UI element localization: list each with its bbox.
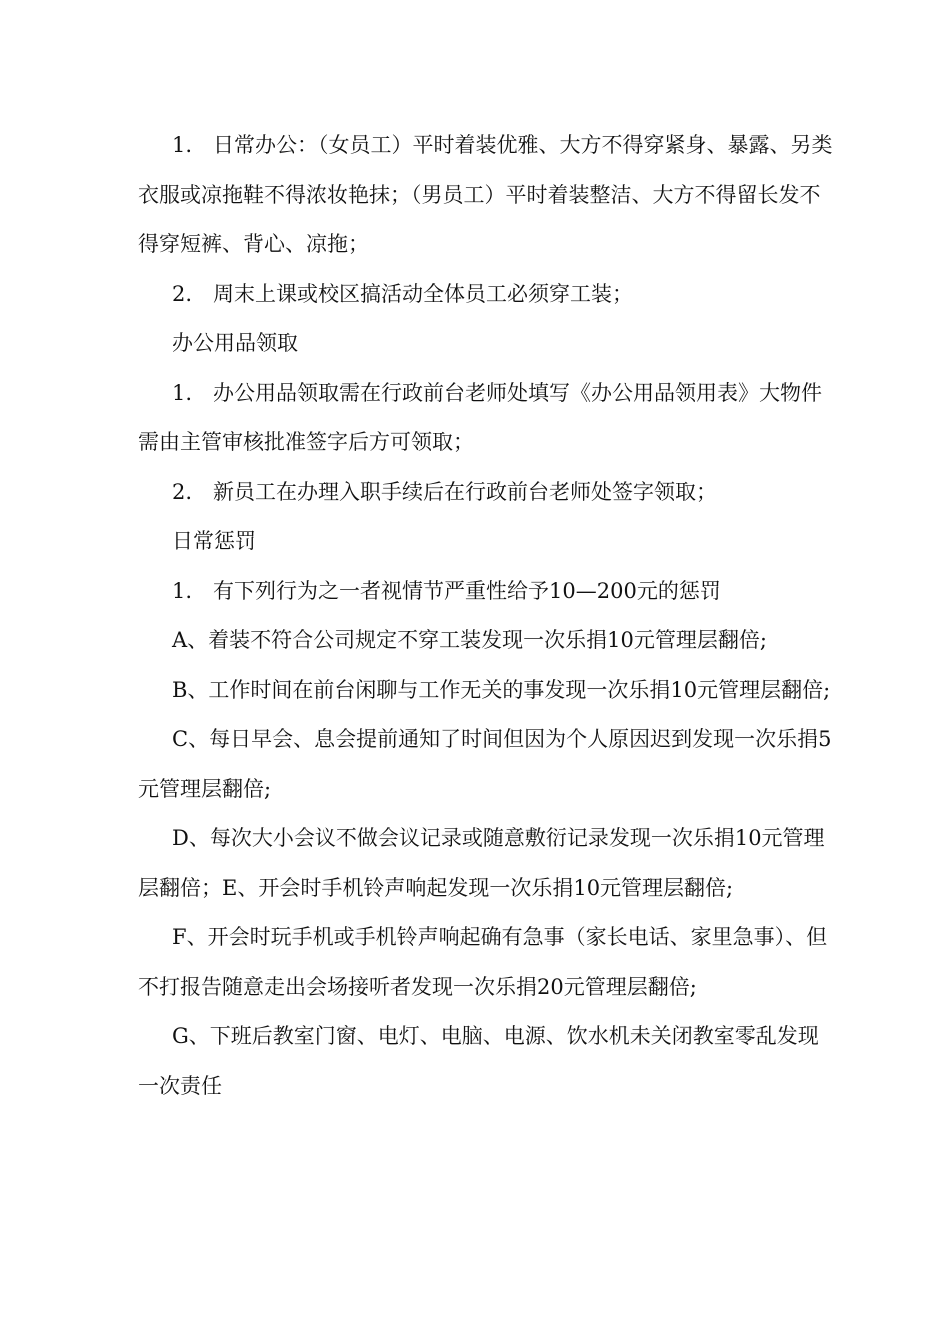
section-heading-office-supplies: 办公用品领取 — [172, 331, 298, 355]
paragraph-penalty-a: A、着装不符合公司规定不穿工装发现一次乐捐10元管理层翻倍; — [172, 628, 767, 652]
paragraph-dress-code-office: 1. 日常办公：（女员工）平时着装优雅、大方不得穿紧身、暴露、另类衣服或凉拖鞋不得浓妆艳抹；（男员工）平时着装整洁、大方不得留长发不得穿短裤、背心、凉拖； — [138, 133, 833, 256]
paragraph-supplies-new-staff: 2. 新员工在办理入职手续后在行政前台老师处签字领取； — [172, 479, 718, 504]
paragraph-dress-code-weekend: 2. 周末上课或校区搞活动全体员工必须穿工装； — [172, 281, 634, 306]
paragraph-penalty-g: G、下班后教室门窗、电灯、电脑、电源、饮水机未关闭教室零乱发现一次责任 — [138, 1024, 819, 1098]
paragraph-penalty-d-e: D、每次大小会议不做会议记录或随意敷衍记录发现一次乐捐10元管理层翻倍；E、开会时手机铃声响起发现一次乐捐10元管理层翻倍; — [138, 826, 825, 900]
paragraph-penalty-c: C、每日早会、息会提前通知了时间但因为个人原因迟到发现一次乐捐5元管理层翻倍; — [138, 727, 832, 801]
paragraph-penalty-intro: 1. 有下列行为之一者视情节严重性给予10—200元的惩罚 — [172, 578, 721, 603]
paragraph-penalty-b: B、工作时间在前台闲聊与工作无关的事发现一次乐捐10元管理层翻倍; — [172, 677, 831, 702]
document-body — [138, 121, 838, 1111]
section-heading-daily-penalties: 日常惩罚 — [172, 529, 256, 553]
paragraph-supplies-request: 1. 办公用品领取需在行政前台老师处填写《办公用品领用表》大物件需由主管审核批准签字后方可领取； — [138, 380, 823, 454]
paragraph-penalty-f: F、开会时玩手机或手机铃声响起确有急事（家长电话、家里急事）、但不打报告随意走出会场接听者发现一次乐捐20元管理层翻倍; — [138, 925, 828, 999]
